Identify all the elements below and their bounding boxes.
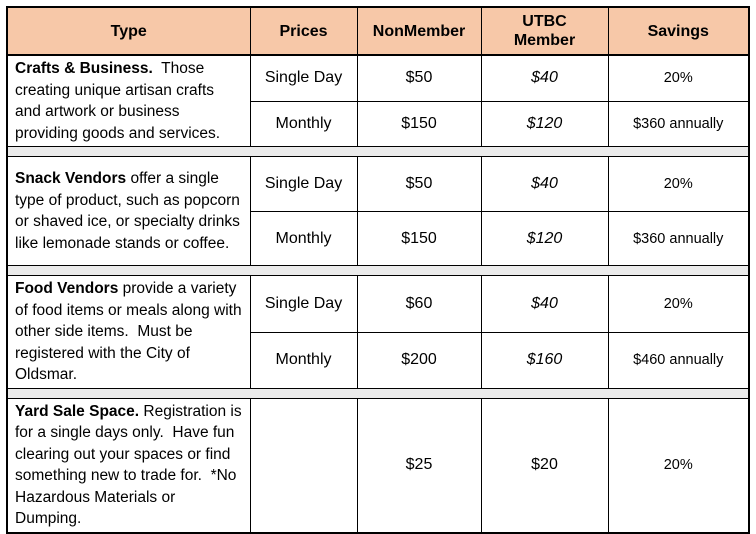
- table-row: [7, 276, 749, 333]
- savings-value: $460 annually: [608, 332, 749, 388]
- header-member-line2: Member: [513, 32, 576, 49]
- nonmember-price: $50: [357, 157, 481, 212]
- member-price: $40: [481, 276, 608, 333]
- type-name: Food Vendors: [15, 280, 119, 297]
- type-desc: Those creating unique artisan crafts and artwork or business providing goods and services.: [15, 60, 221, 142]
- type-desc: offer a single type of product, such as popcorn or shaved ice, or specialty drinks like lemonade stands or coffee.: [15, 170, 245, 252]
- member-price: $20: [481, 398, 608, 533]
- price-type: Monthly: [250, 101, 357, 146]
- row-separator: [7, 266, 749, 276]
- member-price: $40: [481, 55, 608, 101]
- savings-value: 20%: [608, 276, 749, 333]
- type-name: Crafts & Business.: [15, 60, 153, 77]
- nonmember-price: $50: [357, 55, 481, 101]
- nonmember-price: $25: [357, 398, 481, 533]
- header-row: [7, 7, 749, 55]
- member-price: $120: [481, 101, 608, 146]
- nonmember-price: $150: [357, 101, 481, 146]
- header-member-line1: UTBC: [522, 13, 567, 30]
- nonmember-price: $60: [357, 276, 481, 333]
- pricing-table: [6, 6, 750, 534]
- type-name: Yard Sale Space.: [15, 402, 140, 420]
- price-type: [250, 398, 357, 533]
- type-description: [7, 398, 250, 533]
- type-description: [7, 55, 250, 147]
- header-savings: Savings: [608, 7, 749, 55]
- nonmember-price: $150: [357, 212, 481, 266]
- table-row: [7, 157, 749, 212]
- price-type: Monthly: [250, 212, 357, 266]
- row-separator: [7, 147, 749, 157]
- member-price: $120: [481, 212, 608, 266]
- savings-value: 20%: [608, 55, 749, 101]
- header-member: [481, 7, 608, 55]
- type-description: [7, 276, 250, 389]
- member-price: $40: [481, 157, 608, 212]
- table-row: [7, 398, 749, 533]
- type-description: [7, 157, 250, 266]
- savings-value: 20%: [608, 157, 749, 212]
- type-desc: provide a variety of food items or meals along with other side items. Must be registered with the City of Oldsmar.: [15, 280, 246, 383]
- header-type: Type: [7, 7, 250, 55]
- price-type: Monthly: [250, 332, 357, 388]
- price-type: Single Day: [250, 276, 357, 333]
- nonmember-price: $200: [357, 332, 481, 388]
- header-prices: Prices: [250, 7, 357, 55]
- savings-value: 20%: [608, 398, 749, 533]
- savings-value: $360 annually: [608, 101, 749, 146]
- price-type: Single Day: [250, 55, 357, 101]
- header-nonmember: NonMember: [357, 7, 481, 55]
- type-desc: Registration is for a single days only. Have fun clearing out your spaces or find something new to trade for. *No Hazardous Materials or Dumping.: [15, 402, 246, 527]
- table-row: [7, 55, 749, 101]
- member-price: $160: [481, 332, 608, 388]
- savings-value: $360 annually: [608, 212, 749, 266]
- row-separator: [7, 388, 749, 398]
- type-name: Snack Vendors: [15, 170, 127, 187]
- price-type: Single Day: [250, 157, 357, 212]
